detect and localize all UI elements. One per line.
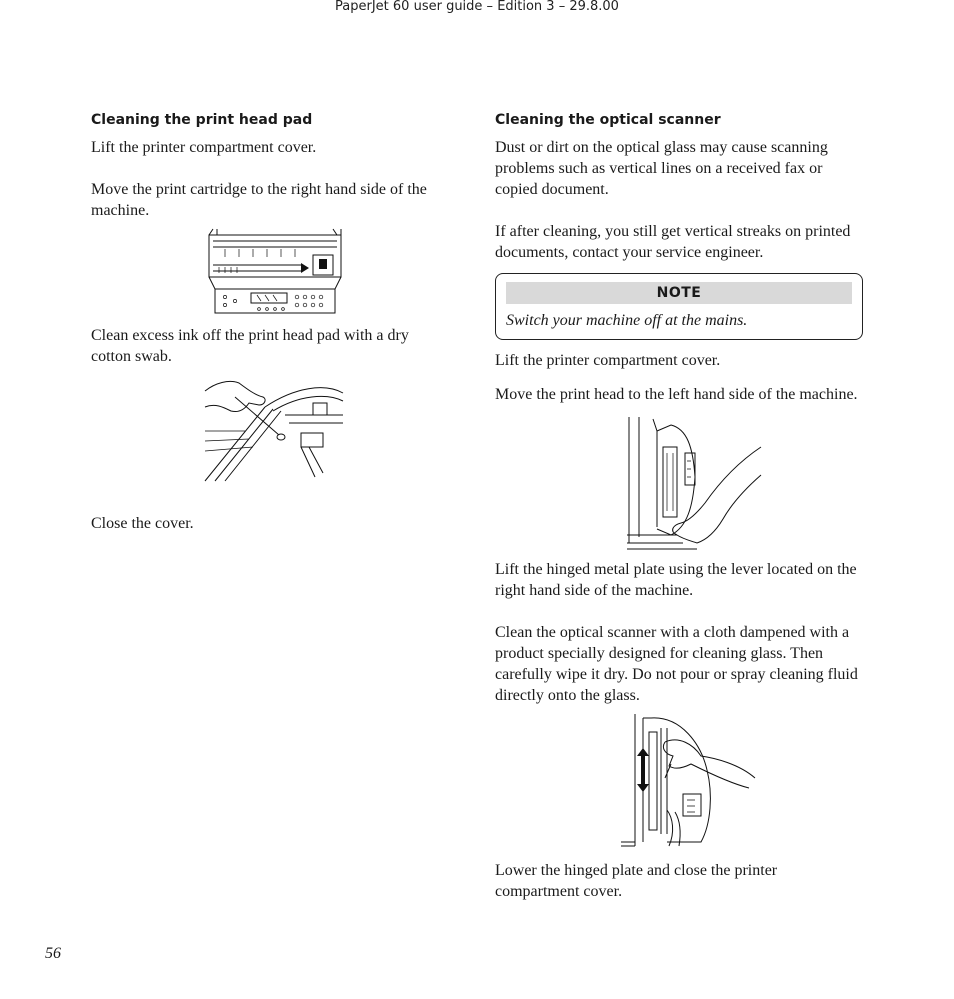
step-text: Clean the optical scanner with a cloth dampened with a product specially designed for cleaning glass. Then carefully wipe it dry. Do not pour or spray cleaning fluid directly onto the glass.	[495, 624, 858, 704]
step-text: Dust or dirt on the optical glass may cause scanning problems such as vertical lines on a received fax or copied document.	[495, 139, 828, 198]
note-body: Switch your machine off at the mains.	[506, 312, 748, 329]
page-number: 56	[45, 945, 61, 962]
clean-scanner-illustration	[621, 714, 757, 848]
step-text: Lift the hinged metal plate using the lever located on the right hand side of the machine.	[495, 561, 857, 599]
note-title: NOTE	[506, 282, 852, 304]
printer-cartridge-illustration	[205, 227, 345, 315]
section-heading: Cleaning the print head pad	[91, 112, 313, 128]
step-text: Close the cover.	[91, 515, 194, 532]
step-text: Move the print head to the left hand side of the machine.	[495, 386, 858, 403]
step-text: If after cleaning, you still get vertical streaks on printed documents, contact your service engineer.	[495, 223, 851, 261]
section-heading: Cleaning the optical scanner	[495, 112, 721, 128]
step-text: Lift the printer compartment cover.	[495, 352, 721, 369]
step-text: Lift the printer compartment cover.	[91, 139, 317, 156]
section-optical-scanner	[495, 110, 865, 902]
cotton-swab-illustration	[205, 377, 345, 483]
note-box	[495, 273, 863, 340]
step-text: Lower the hinged plate and close the printer compartment cover.	[495, 862, 778, 900]
running-header: PaperJet 60 user guide – Edition 3 – 29.8.00	[335, 0, 619, 14]
step-text: Clean excess ink off the print head pad with a dry cotton swab.	[91, 327, 409, 365]
move-print-head-illustration	[627, 417, 763, 549]
section-print-head-pad	[91, 110, 451, 534]
step-text: Move the print cartridge to the right hand side of the machine.	[91, 181, 427, 219]
